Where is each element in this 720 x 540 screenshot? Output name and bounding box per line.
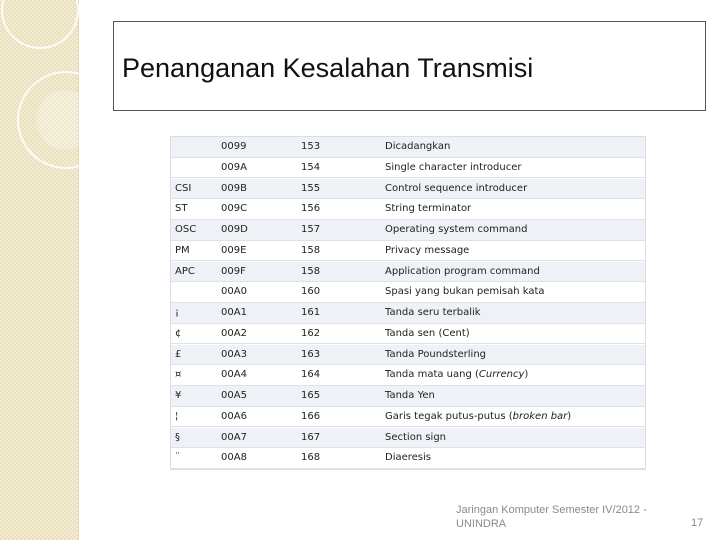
symbol-cell: PM: [175, 244, 190, 256]
description-text: Control sequence introducer: [385, 182, 528, 194]
hex-code-cell: 009B: [221, 182, 247, 194]
description-cell: [385, 220, 527, 240]
decimal-code-cell: 161: [301, 307, 321, 318]
slide-title: Penanganan Kesalahan Transmisi: [122, 53, 534, 83]
symbol-cell: ¦: [175, 410, 179, 422]
description-text: Application program command: [385, 265, 540, 277]
decimal-code-cell: 154: [301, 161, 321, 173]
description-italic-text: broken bar: [512, 410, 568, 422]
hex-code-cell: 009E: [221, 244, 247, 256]
description-text: Section sign: [385, 431, 447, 443]
hex-code-cell: 009D: [221, 224, 248, 235]
table-row: [171, 179, 645, 200]
description-cell: [385, 199, 471, 219]
description-cell: [385, 179, 527, 199]
description-text: Tanda mata uang (: [385, 369, 479, 381]
decorative-circles-icon: [0, 0, 79, 540]
description-text: Tanda seru terbalik: [385, 307, 481, 318]
description-text: Tanda sen (Cent): [385, 327, 470, 339]
description-suffix-text: ): [524, 369, 529, 381]
table-row: [171, 158, 645, 179]
decimal-code-cell: 164: [301, 369, 321, 381]
decimal-code-cell: 162: [301, 327, 321, 339]
hex-code-cell: 00A8: [221, 452, 247, 464]
description-cell: [385, 324, 470, 344]
description-cell: [385, 241, 469, 261]
description-text: Dicadangkan: [385, 141, 451, 152]
decimal-code-cell: 168: [301, 452, 321, 464]
decimal-code-cell: 160: [301, 286, 321, 298]
description-cell: [385, 345, 486, 365]
hex-code-cell: 00A2: [221, 327, 247, 339]
decimal-code-cell: 165: [301, 390, 321, 401]
description-text: Single character introducer: [385, 161, 522, 173]
table-row: [171, 365, 645, 386]
table-row: [171, 324, 645, 345]
decimal-code-cell: 157: [301, 224, 321, 235]
symbol-cell: ¤: [175, 369, 182, 381]
decimal-code-cell: 156: [301, 203, 321, 215]
table-row: [171, 303, 645, 324]
symbol-cell: ¨: [175, 452, 180, 464]
decorative-sidebar: [0, 0, 79, 540]
symbol-cell: CSI: [175, 182, 192, 194]
decimal-code-cell: 153: [301, 141, 321, 152]
symbol-cell: ¡: [175, 307, 180, 318]
hex-code-cell: 00A6: [221, 410, 247, 422]
table-row: [171, 137, 645, 158]
description-cell: [385, 158, 521, 178]
hex-code-cell: 00A3: [221, 348, 247, 360]
description-cell: [385, 386, 435, 406]
description-text: Tanda Yen: [385, 390, 435, 401]
description-cell: [385, 365, 528, 385]
decimal-code-cell: 158: [301, 244, 321, 256]
hex-code-cell: 009F: [221, 265, 246, 277]
description-text: Diaeresis: [385, 452, 432, 464]
hex-code-cell: 00A7: [221, 431, 247, 443]
table-row: [171, 428, 645, 449]
table-row: [171, 241, 645, 262]
decimal-code-cell: 163: [301, 348, 321, 360]
hex-code-cell: 00A0: [221, 286, 247, 298]
hex-code-cell: 00A5: [221, 390, 247, 401]
footer-line-1: Jaringan Komputer Semester IV/2012 -: [456, 504, 647, 516]
page-number: 17: [691, 517, 704, 529]
hex-code-cell: 0099: [221, 141, 247, 152]
hex-code-cell: 00A4: [221, 369, 247, 381]
table-row: [171, 345, 645, 366]
decimal-code-cell: 158: [301, 265, 321, 277]
description-cell: [385, 407, 571, 427]
description-cell: [385, 428, 446, 448]
hex-code-cell: 009A: [221, 161, 247, 173]
description-italic-text: Currency: [478, 369, 525, 381]
title-box: [113, 21, 706, 111]
hex-code-cell: 009C: [221, 203, 248, 215]
character-code-table: [170, 136, 646, 470]
symbol-cell: ¢: [175, 327, 182, 339]
description-text: Garis tegak putus-putus (: [385, 410, 513, 422]
description-text: Spasi yang bukan pemisah kata: [385, 286, 545, 298]
symbol-cell: OSC: [175, 224, 197, 235]
symbol-cell: ST: [175, 203, 188, 215]
description-cell: [385, 262, 540, 282]
decimal-code-cell: 167: [301, 431, 321, 443]
table-row: [171, 448, 645, 469]
symbol-cell: ¥: [175, 390, 182, 401]
description-text: Tanda Poundsterling: [385, 348, 487, 360]
description-cell: [385, 448, 431, 468]
table-row: [171, 199, 645, 220]
symbol-cell: §: [175, 431, 180, 443]
decimal-code-cell: 166: [301, 410, 321, 422]
description-cell: [385, 303, 481, 323]
table-row: [171, 282, 645, 303]
description-cell: [385, 137, 450, 157]
description-cell: [385, 282, 545, 302]
footer-line-2: UNINDRA: [456, 518, 507, 530]
description-text: Operating system command: [385, 224, 528, 235]
symbol-cell: £: [175, 348, 182, 360]
decimal-code-cell: 155: [301, 182, 321, 194]
symbol-cell: APC: [175, 265, 195, 277]
table-row: [171, 262, 645, 283]
description-text: Privacy message: [385, 244, 470, 256]
table-row: [171, 407, 645, 428]
table-row: [171, 220, 645, 241]
description-text: String terminator: [385, 203, 472, 215]
hex-code-cell: 00A1: [221, 307, 247, 318]
footer-text: [456, 503, 686, 531]
table-row: [171, 386, 645, 407]
description-suffix-text: ): [567, 410, 572, 422]
